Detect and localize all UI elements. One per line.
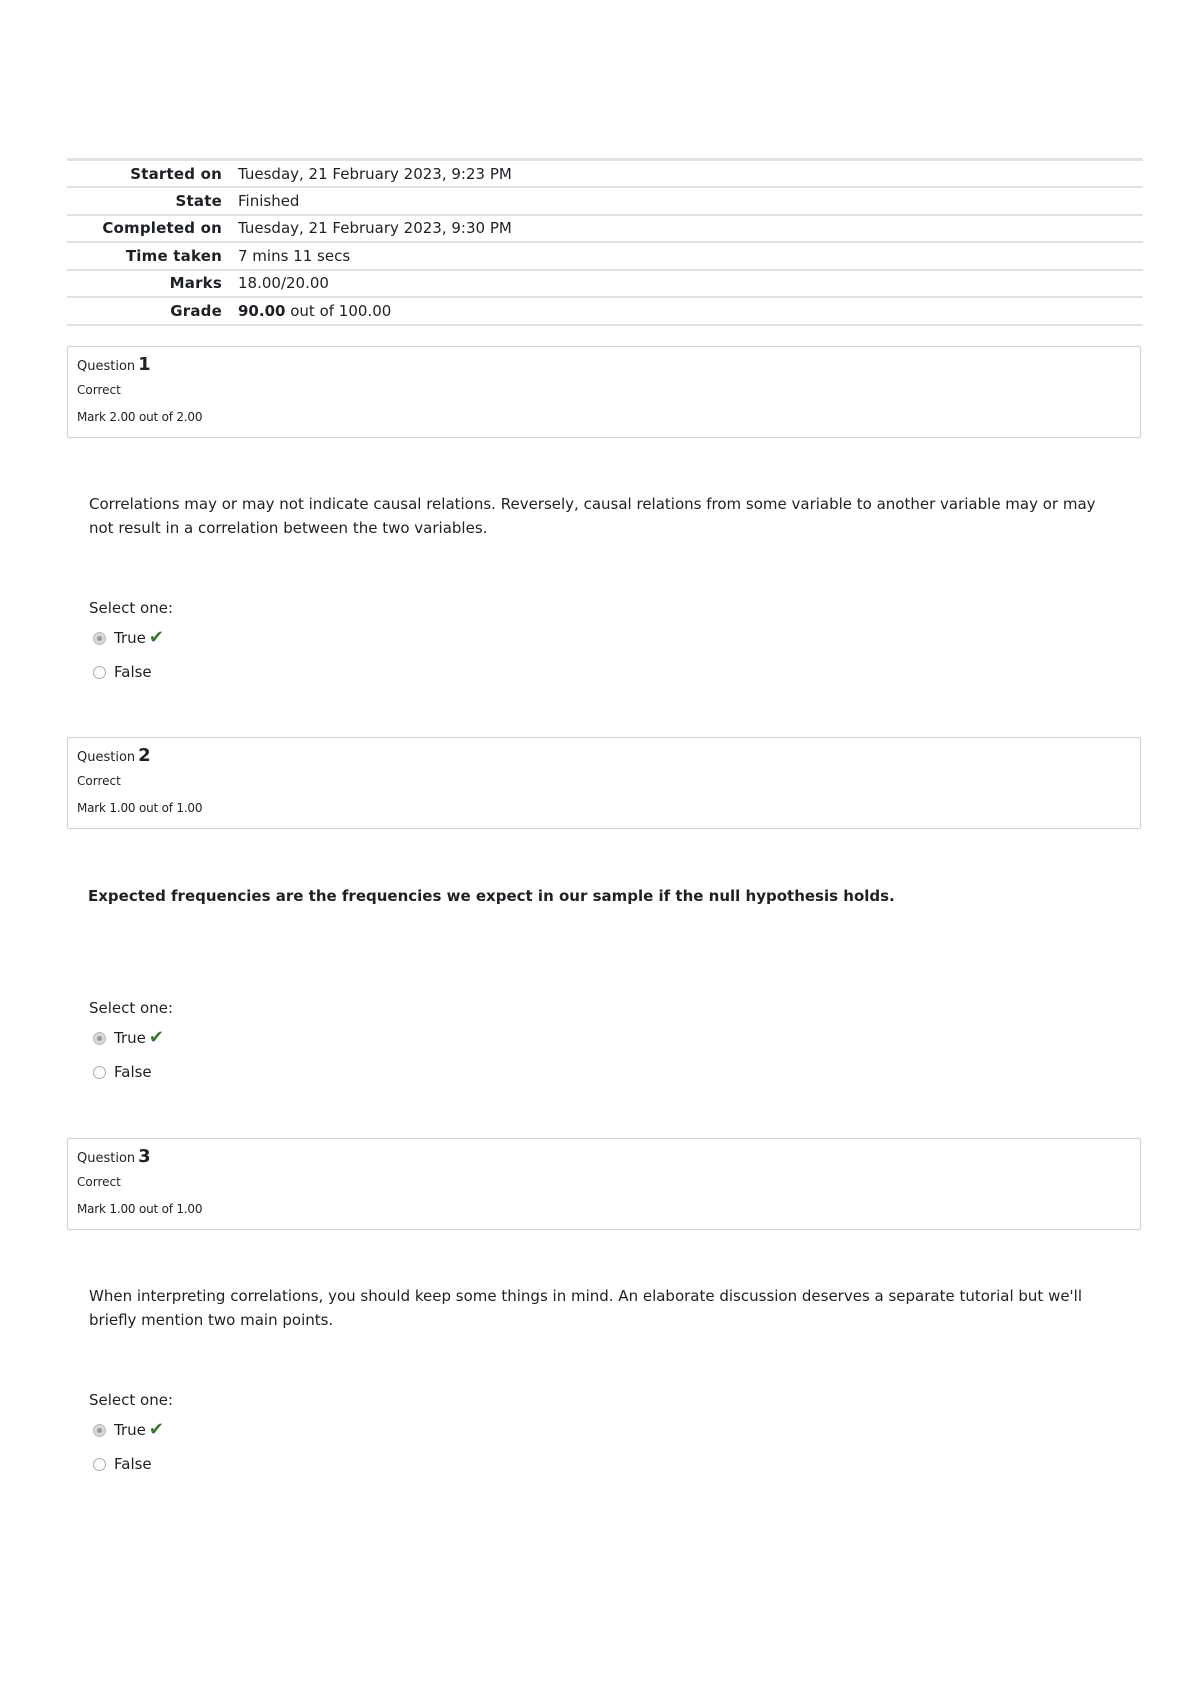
option-label: False [114, 1455, 152, 1473]
radio-button[interactable] [93, 1066, 106, 1079]
question-2-text: Expected frequencies are the frequencies we expect in our sample if the null hypothesis holds. [88, 887, 895, 905]
state-label: State [175, 191, 222, 210]
summary-row-time [67, 242, 1143, 270]
question-1-text: Correlations may or may not indicate causal relations. Reversely, causal relations from some variable to another variable may or may not result in a correlation between the two variables. [89, 495, 1096, 537]
question-state: Correct [77, 383, 121, 397]
question-1-prompt: Select one: [89, 599, 174, 617]
question-3-option-true[interactable] [93, 1420, 164, 1440]
grade-cell [238, 297, 1143, 325]
summary-row-marks [67, 270, 1143, 298]
question-grade: Mark 1.00 out of 1.00 [77, 801, 203, 815]
question-3-info [67, 1138, 1141, 1230]
question-3-text: When interpreting correlations, you should keep some things in mind. An elaborate discussion deserves a separate tutorial but we'll briefly mention two main points. [89, 1287, 1083, 1329]
check-icon: ✔ [148, 1419, 164, 1440]
radio-button[interactable] [93, 1458, 106, 1471]
grade-label: Grade [170, 301, 222, 320]
time-value: 7 mins 11 secs [238, 246, 351, 265]
option-label: True [114, 1029, 146, 1047]
question-grade: Mark 1.00 out of 1.00 [77, 1202, 203, 1216]
question-1-info [67, 346, 1141, 438]
radio-button-checked[interactable] [93, 1424, 106, 1437]
question-number-value: 1 [138, 354, 151, 375]
radio-button-checked[interactable] [93, 1032, 106, 1045]
question-number [77, 355, 1140, 377]
question-label: Question [77, 750, 136, 765]
question-2-prompt: Select one: [89, 999, 174, 1017]
summary-row-started [67, 160, 1143, 188]
question-2-option-false[interactable] [93, 1062, 152, 1082]
option-label: True [114, 1421, 146, 1439]
summary-row-completed [67, 215, 1143, 243]
completed-value: Tuesday, 21 February 2023, 9:30 PM [238, 219, 512, 238]
summary-row-grade [67, 297, 1143, 325]
option-label: False [114, 663, 152, 681]
question-label: Question [77, 359, 136, 374]
question-3-option-false[interactable] [93, 1454, 152, 1474]
state-value: Finished [238, 191, 300, 210]
question-number-value: 3 [138, 1146, 151, 1167]
question-number-value: 2 [138, 745, 151, 766]
radio-button[interactable] [93, 666, 106, 679]
question-number [77, 1147, 1140, 1169]
question-1-option-false[interactable] [93, 662, 152, 682]
question-state: Correct [77, 774, 121, 788]
radio-button-checked[interactable] [93, 632, 106, 645]
question-grade: Mark 2.00 out of 2.00 [77, 410, 203, 424]
check-icon: ✔ [148, 1027, 164, 1048]
marks-value: 18.00/20.00 [238, 274, 329, 293]
started-value: Tuesday, 21 February 2023, 9:23 PM [238, 164, 512, 183]
grade-value: 90.00 [238, 301, 286, 320]
question-number [77, 746, 1140, 768]
started-label: Started on [130, 164, 222, 183]
option-label: True [114, 629, 146, 647]
question-1-option-true[interactable] [93, 628, 164, 648]
question-label: Question [77, 1151, 136, 1166]
marks-label: Marks [169, 274, 222, 293]
question-2-info [67, 737, 1141, 829]
attempt-summary-table [67, 158, 1143, 326]
option-label: False [114, 1063, 152, 1081]
check-icon: ✔ [148, 627, 164, 648]
question-2-option-true[interactable] [93, 1028, 164, 1048]
summary-row-state [67, 187, 1143, 215]
grade-suffix: out of 100.00 [290, 301, 392, 320]
completed-label: Completed on [102, 219, 222, 238]
question-state: Correct [77, 1175, 121, 1189]
time-label: Time taken [125, 246, 222, 265]
question-3-prompt: Select one: [89, 1391, 174, 1409]
